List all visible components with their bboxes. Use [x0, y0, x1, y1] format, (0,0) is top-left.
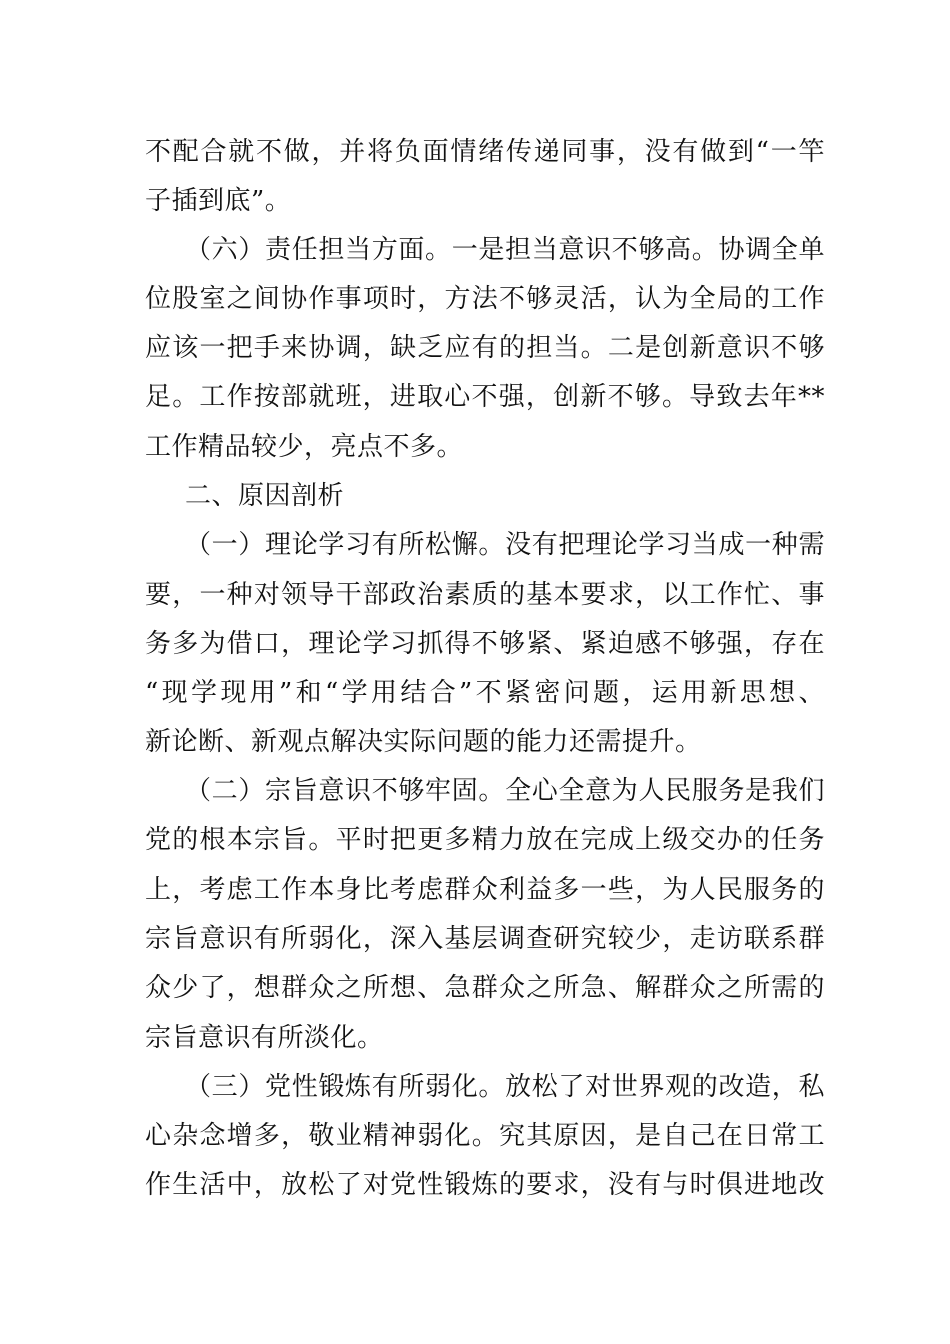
body-line: 务多为借口，理论学习抓得不够紧、紧迫感不够强，存在	[145, 629, 825, 659]
body-line: 作生活中，放松了对党性锻炼的要求，没有与时俱进地改	[145, 1170, 825, 1200]
body-line: 工作精品较少，亮点不多。	[145, 432, 464, 462]
body-line: 足。工作按部就班，进取心不强，创新不够。导致去年**	[145, 382, 825, 412]
body-line: 心杂念增多，敬业精神弱化。究其原因，是自己在日常工	[145, 1121, 825, 1151]
body-line: 子插到底”。	[145, 186, 292, 216]
body-line: 众少了，想群众之所想、急群众之所急、解群众之所需的	[145, 973, 825, 1003]
body-line: 要，一种对领导干部政治素质的基本要求，以工作忙、事	[145, 580, 825, 610]
body-line: 位股室之间协作事项时，方法不够灵活，认为全局的工作	[145, 284, 825, 314]
section-6-line: （六）责任担当方面。一是担当意识不够高。协调全单	[185, 235, 825, 265]
body-line: 宗旨意识有所淡化。	[145, 1023, 384, 1053]
body-line: 新论断、新观点解决实际问题的能力还需提升。	[145, 727, 702, 757]
body-line: 上，考虑工作本身比考虑群众利益多一些，为人民服务的	[145, 875, 825, 905]
section-heading: 二、原因剖析	[185, 481, 345, 511]
cause-3-line: （三）党性锻炼有所弱化。放松了对世界观的改造，私	[185, 1072, 825, 1102]
body-line: 宗旨意识有所弱化，深入基层调查研究较少，走访联系群	[145, 924, 825, 954]
body-line: “现学现用”和“学用结合”不紧密问题，运用新思想、	[145, 678, 825, 708]
body-line: 应该一把手来协调，缺乏应有的担当。二是创新意识不够	[145, 333, 825, 363]
body-line: 不配合就不做，并将负面情绪传递同事，没有做到“一竿	[145, 137, 825, 167]
body-line: 党的根本宗旨。平时把更多精力放在完成上级交办的任务	[145, 825, 825, 855]
cause-1-line: （一）理论学习有所松懈。没有把理论学习当成一种需	[185, 530, 825, 560]
cause-2-line: （二）宗旨意识不够牢固。全心全意为人民服务是我们	[185, 776, 825, 806]
